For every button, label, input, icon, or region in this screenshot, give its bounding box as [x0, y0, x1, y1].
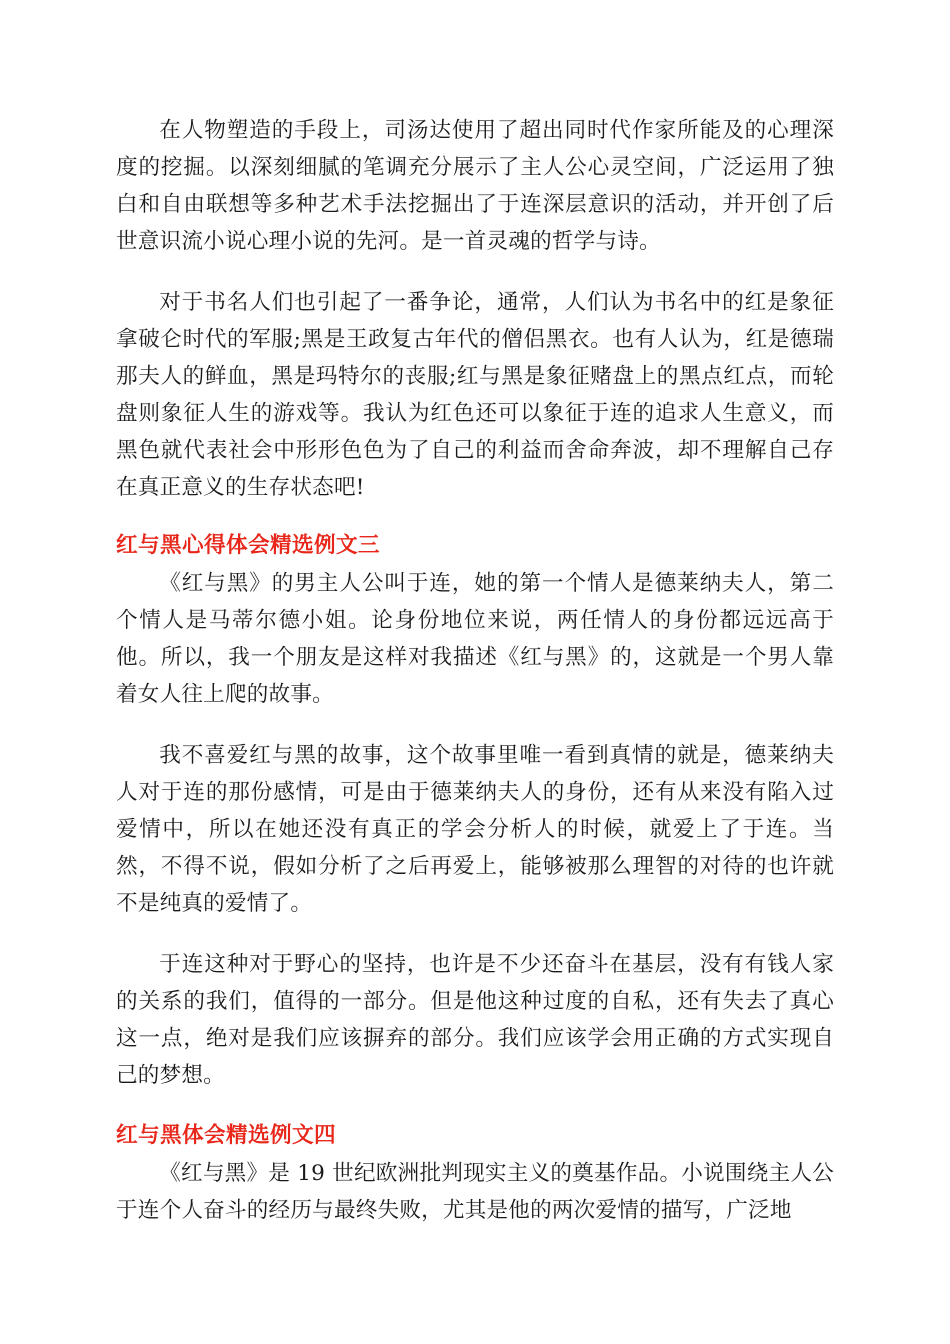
body-paragraph: 在人物塑造的手段上，司汤达使用了超出同时代作家所能及的心理深度的挖掘。以深刻细腻的笔调充分展示了主人公心灵空间，广泛运用了独白和自由联想等多种艺术手法挖掘出了于连深层意识的活动，并开创了后世意识流小说心理小说的先河。是一首灵魂的哲学与诗。: [116, 118, 834, 254]
body-paragraph: 对于书名人们也引起了一番争论，通常，人们认为书名中的红是象征拿破仑时代的军服;黑是王政复古年代的僧侣黑衣。也有人认为，红是德瑞那夫人的鲜血，黑是玛特尔的丧服;红与黑是象征赌盘上的黑点红点，而轮盘则象征人生的游戏等。我认为红色还可以象征于连的追求人生意义，而黑色就代表社会中形形色色为了自己的利益而舍命奔波，却不理解自己存在真正意义的生存状态吧!: [116, 290, 834, 500]
section-heading: 红与黑心得体会精选例文三: [116, 533, 380, 558]
body-paragraph: 《红与黑》的男主人公叫于连，她的第一个情人是德莱纳夫人，第二个情人是马蒂尔德小姐。论身份地位来说，两任情人的身份都远远高于他。所以，我一个朋友是这样对我描述《红与黑》的，这就是一个男人靠着女人往上爬的故事。: [116, 571, 834, 707]
body-paragraph: 《红与黑》是 19 世纪欧洲批判现实主义的奠基作品。小说围绕主人公于连个人奋斗的经历与最终失败，尤其是他的两次爱情的描写，广泛地: [116, 1161, 834, 1223]
body-paragraph: 我不喜爱红与黑的故事，这个故事里唯一看到真情的就是，德莱纳夫人对于连的那份感情，可是由于德莱纳夫人的身份，还有从来没有陷入过爱情中，所以在她还没有真正的学会分析人的时候，就爱上了于连。当然，不得不说，假如分析了之后再爱上，能够被那么理智的对待的也许就不是纯真的爱情了。: [116, 743, 834, 916]
section-heading: 红与黑体会精选例文四: [116, 1123, 336, 1148]
body-paragraph: 于连这种对于野心的坚持，也许是不少还奋斗在基层，没有有钱人家的关系的我们，值得的一部分。但是他这种过度的自私，还有失去了真心这一点，绝对是我们应该摒弃的部分。我们应该学会用正确的方式实现自己的梦想。: [116, 952, 834, 1088]
